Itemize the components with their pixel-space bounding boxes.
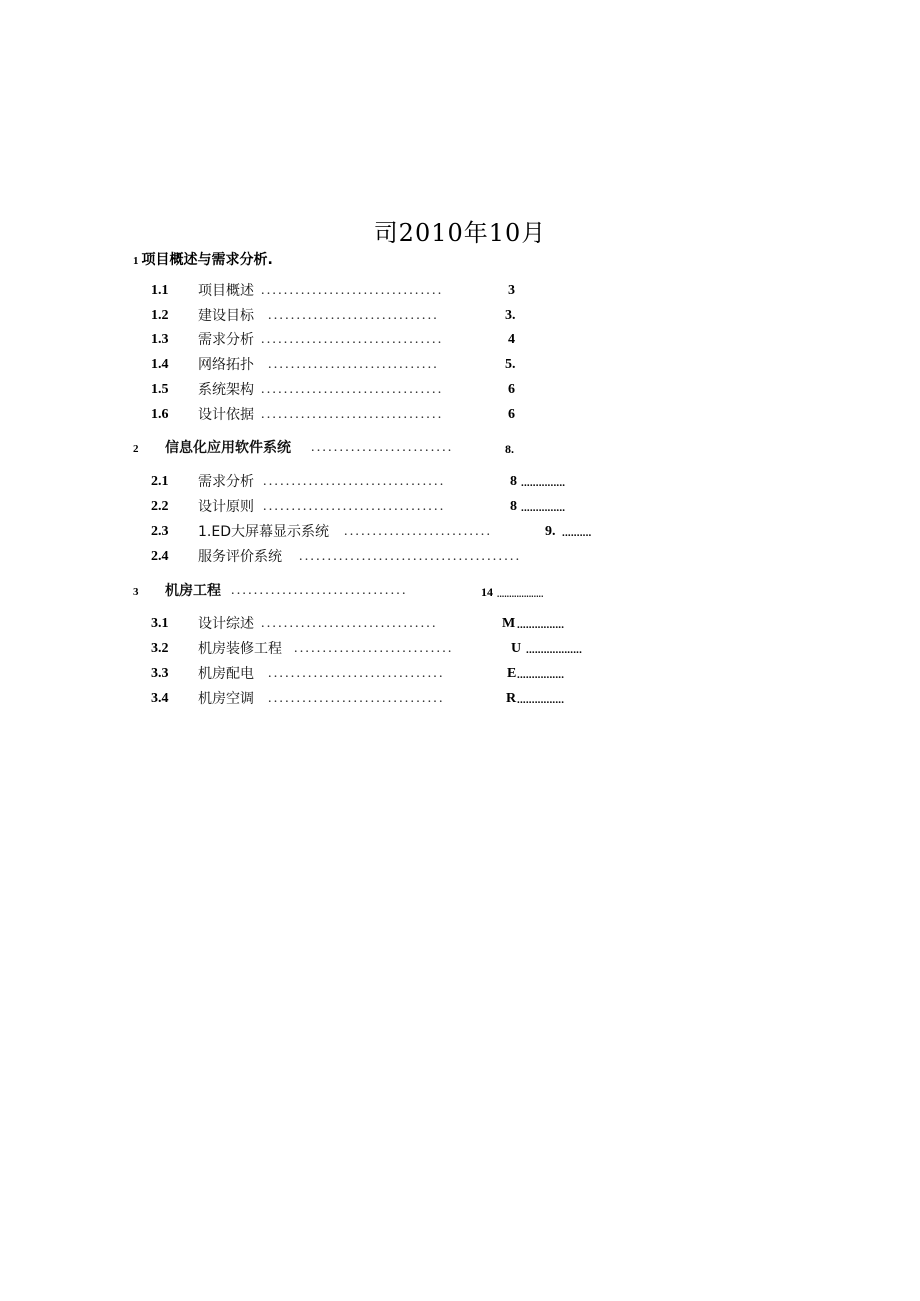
toc-entry-2-1[interactable] <box>151 473 611 493</box>
toc-entry-number: 2.3 <box>151 524 169 539</box>
toc-entry-leader: ............................... <box>268 691 445 706</box>
toc-entry-3[interactable] <box>133 582 613 602</box>
toc-entry-2-4[interactable] <box>151 548 621 568</box>
toc-entry-tail-leader: ................... <box>526 644 583 656</box>
toc-entry-number: 2.4 <box>151 549 169 564</box>
toc-entry-3-1[interactable] <box>151 615 611 635</box>
toc-entry-leader: ............................ <box>294 641 454 656</box>
toc-entry-number: 1.2 <box>151 308 169 323</box>
toc-entry-tail-leader: ............... <box>521 477 566 489</box>
toc-entry-label: 服务评价系统 <box>198 549 282 565</box>
toc-entry-2-2[interactable] <box>151 498 611 518</box>
toc-entry-number: 3.4 <box>151 691 169 706</box>
toc-entry-label: 设计综述 <box>198 616 254 632</box>
toc-entry-number: 1.5 <box>151 382 169 397</box>
toc-entry-1-6[interactable] <box>151 406 611 426</box>
toc-entry-page: 8 <box>510 499 517 514</box>
toc-entry-tail-leader: .......... <box>562 527 592 539</box>
toc-entry-leader: ................................ <box>263 474 446 489</box>
toc-entry-page: U <box>511 641 522 656</box>
toc-entry-label: 机房配电 <box>198 666 254 682</box>
toc-entry-1-1[interactable] <box>151 282 611 302</box>
toc-entry-number: 2.1 <box>151 474 169 489</box>
toc-entry-label: 1.ED大屏幕显示系统 <box>198 524 329 540</box>
toc-heading-label: 项目概述与需求分析. <box>141 252 273 268</box>
toc-entry-page: 8 <box>510 474 517 489</box>
toc-entry-page: 9. <box>545 524 556 539</box>
toc-entry-leader: ............................... <box>231 583 408 598</box>
toc-entry-number: 2.2 <box>151 499 169 514</box>
toc-entry-1-4[interactable] <box>151 356 611 376</box>
toc-entry-3-2[interactable] <box>151 640 621 660</box>
document-title: 司2010年10月 <box>373 219 547 247</box>
toc-entry-label: 需求分析 <box>198 332 254 348</box>
toc-entry-page: R <box>506 691 517 706</box>
toc-entry-label: 网络拓扑 <box>198 357 254 373</box>
toc-entry-page: 8. <box>505 442 514 456</box>
toc-entry-label: 建设目标 <box>198 308 254 324</box>
toc-entry-leader: ............................... <box>268 666 445 681</box>
toc-entry-number: 3.3 <box>151 666 169 681</box>
toc-entry-label: 机房工程 <box>165 583 221 599</box>
toc-entry-label: 设计依据 <box>198 407 254 423</box>
toc-entry-page: 3. <box>505 308 516 323</box>
toc-entry-leader: ....................................... <box>299 549 522 564</box>
toc-entry-label: 设计原则 <box>198 499 254 515</box>
toc-entry-leader: ......................... <box>311 440 454 455</box>
toc-entry-tail-leader: ................... <box>497 589 544 599</box>
toc-entry-page: 6 <box>508 382 515 397</box>
toc-entry-1-2[interactable] <box>151 307 611 327</box>
toc-entry-1-5[interactable] <box>151 381 611 401</box>
toc-entry-leader: .............................. <box>268 357 439 372</box>
toc-entry-leader: .......................... <box>344 524 493 539</box>
toc-entry-leader: ................................ <box>263 499 446 514</box>
toc-heading-section-1 <box>133 249 273 269</box>
toc-entry-leader: ................................ <box>261 283 444 298</box>
toc-entry-leader: ................................ <box>261 332 444 347</box>
toc-entry-page: 6 <box>508 407 515 422</box>
toc-entry-number: 1.6 <box>151 407 169 422</box>
toc-entry-number: 1.1 <box>151 283 169 298</box>
toc-entry-tail-leader: ................ <box>517 619 565 631</box>
toc-entry-number: 3 <box>133 586 139 598</box>
toc-entry-label: 项目概述 <box>198 283 254 299</box>
toc-entry-tail-leader: ................ <box>517 694 565 706</box>
toc-entry-2[interactable] <box>133 439 613 459</box>
toc-entry-1-3[interactable] <box>151 331 611 351</box>
toc-entry-tail-leader: ................ <box>517 669 565 681</box>
toc-entry-label: 机房空调 <box>198 691 254 707</box>
toc-entry-leader: .............................. <box>268 308 439 323</box>
toc-entry-page: 14 <box>481 585 493 599</box>
toc-entry-label: 信息化应用软件系统 <box>165 440 291 456</box>
toc-entry-number: 1.4 <box>151 357 169 372</box>
toc-entry-leader: ............................... <box>261 616 438 631</box>
toc-entry-page: 4 <box>508 332 515 347</box>
toc-entry-number: 1.3 <box>151 332 169 347</box>
toc-heading-number: 1 <box>133 255 139 267</box>
toc-entry-leader: ................................ <box>261 382 444 397</box>
toc-entry-label: 需求分析 <box>198 474 254 490</box>
toc-entry-number: 3.2 <box>151 641 169 656</box>
toc-entry-label: 系统架构 <box>198 382 254 398</box>
toc-entry-page: 3 <box>508 283 515 298</box>
toc-entry-number: 3.1 <box>151 616 169 631</box>
toc-entry-3-4[interactable] <box>151 690 611 710</box>
toc-entry-page: 5. <box>505 357 516 372</box>
toc-entry-2-3[interactable] <box>151 523 621 543</box>
toc-entry-page: M <box>502 616 516 631</box>
toc-entry-3-3[interactable] <box>151 665 611 685</box>
toc-entry-page: E <box>507 666 517 681</box>
toc-entry-number: 2 <box>133 443 139 455</box>
toc-entry-tail-leader: ............... <box>521 502 566 514</box>
toc-entry-label: 机房装修工程 <box>198 641 282 657</box>
toc-entry-leader: ................................ <box>261 407 444 422</box>
